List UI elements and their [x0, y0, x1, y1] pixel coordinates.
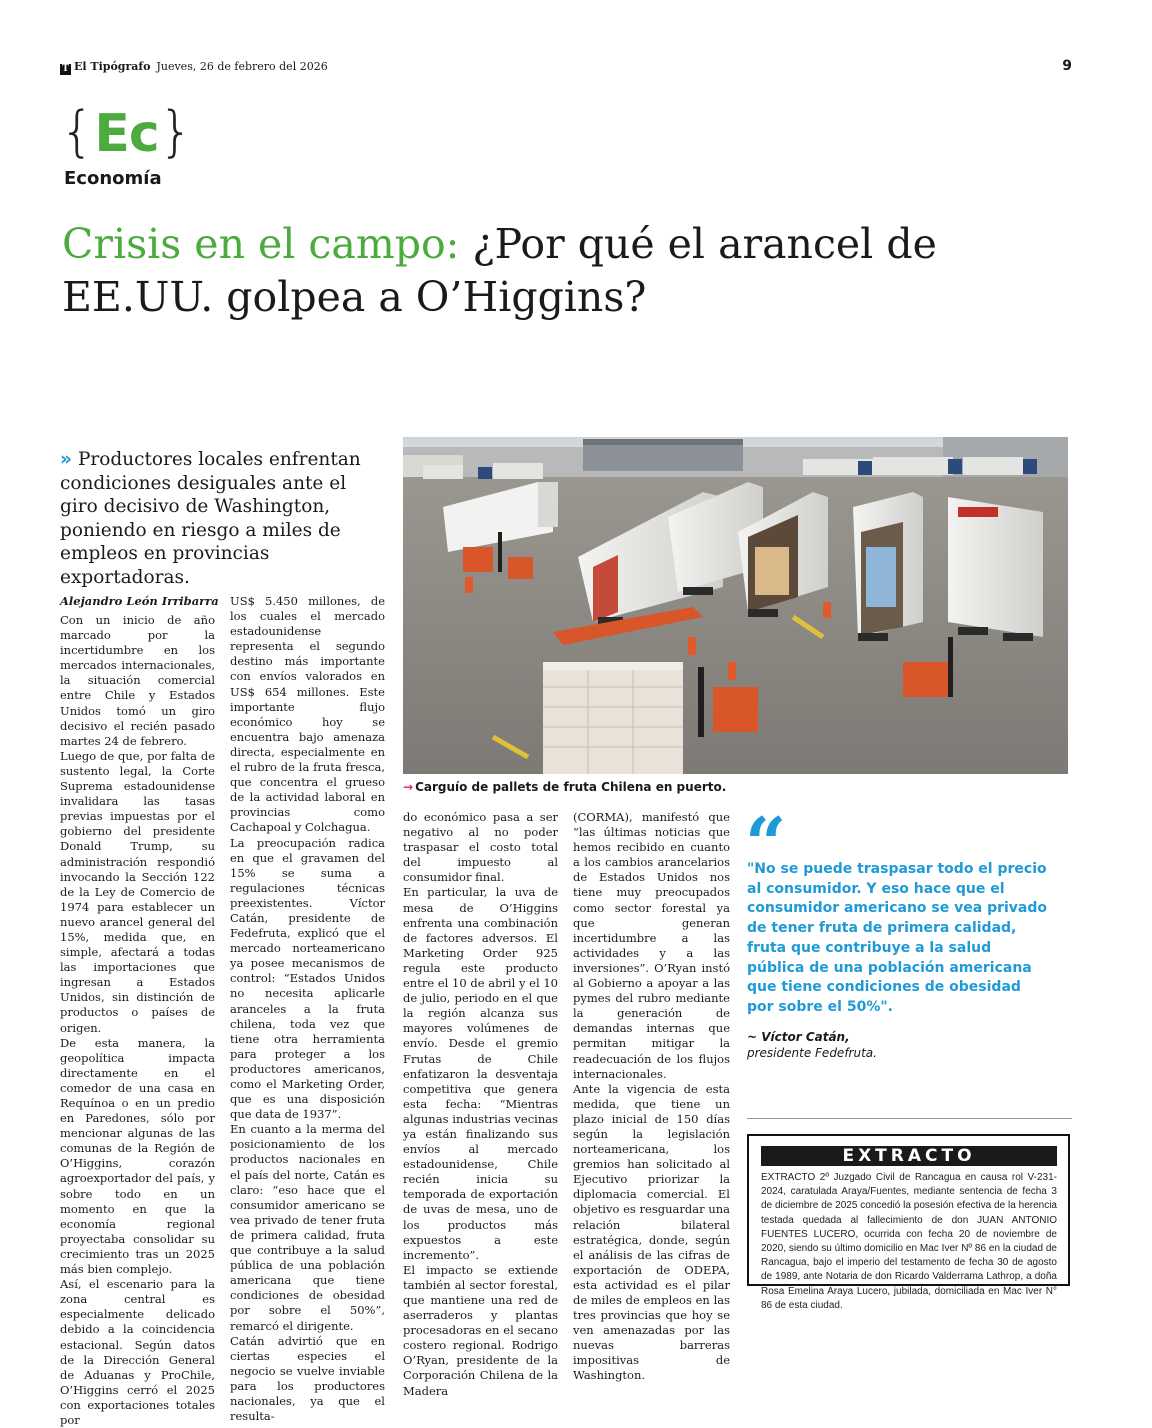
brace-open-icon: { — [60, 100, 95, 163]
truck-yard-photo-illustration — [403, 437, 1068, 774]
headline-main: ¿Por qué el arancel de EE.UU. golpea a O’Higgins? — [62, 220, 937, 321]
newspaper-logo-icon: T — [60, 64, 71, 75]
brace-close-icon: } — [158, 100, 194, 163]
paragraph: Con un inicio de año marcado por la incertidumbre en los mercados internacionales, la situación comercial entre Chile y Estados Unidos tomó un giro decisivo el recién pasado martes 24 de febrero. — [60, 613, 215, 748]
section-name: Economía — [64, 168, 162, 189]
quote-mark-icon: “ — [745, 801, 787, 886]
section-code: Ec — [94, 104, 159, 164]
section-badge — [60, 100, 194, 164]
headline-kicker: Crisis en el campo: — [62, 220, 460, 268]
extracto-notice — [747, 1134, 1070, 1311]
body-column-1 — [60, 613, 215, 1427]
body-column-3 — [403, 810, 558, 1398]
masthead — [60, 60, 328, 75]
issue-date: Jueves, 26 de febrero del 2026 — [156, 60, 328, 73]
paragraph: De esta manera, la geopolítica impacta directamente en el comedor de una casa en Requínoa o en un predio en Paredones, sólo por mencionar algunas de las comunas de la Región de O’Higgins, corazón agroexportador del país, y sobre todo en un momento en que la economía regional proyectaba consolidar su crecimiento tras un 2025 más bien complejo. — [60, 1035, 215, 1277]
body-column-4 — [573, 810, 730, 1383]
paragraph: En particular, la uva de mesa de O’Higgins enfrenta una combinación de factores adversos. El Marketing Order 925 regula este producto entre el 10 de abril y el 10 de julio, periodo en el que la región alcanza sus mayores volúmenes de envío. Desde el gremio Frutas de Chile enfatizaron la desventaja competitiva que genera esta fecha: “Mientras algunas industrias vecinas ya están finalizando sus envíos al mercado estadounidense, Chile recién inicia su temporada de exportación de uvas de mesa, uno de los productos más expuestos a este incremento”. — [403, 885, 558, 1262]
paragraph: Luego de que, por falta de sustento legal, la Corte Suprema estadounidense invalidara las tasas previas impuestas por el gobierno del presidente Donald Trump, su administración respondió invocando la Sección 122 de la Ley de Comercio de 1974 para establecer un nuevo arancel general del 15%, medida que, en simple, afectará a todas las importaciones que ingresan a Estados Unidos, sin distinción de productos o países de origen. — [60, 748, 215, 1035]
article-photo — [403, 437, 1068, 774]
paragraph: Catán advirtió que en ciertas especies el negocio se vuelve inviable para los productores nacionales, ya que el resulta- — [230, 1333, 385, 1424]
caption-arrow-icon: → — [403, 780, 414, 794]
deck — [60, 448, 380, 589]
byline: Alejandro León Irribarra — [60, 594, 219, 608]
body-column-2 — [230, 594, 385, 1424]
pull-quote-role: presidente Fedefruta. — [747, 1046, 877, 1060]
page-number: 9 — [1062, 58, 1072, 74]
newspaper-name: El Tipógrafo — [74, 60, 151, 73]
deck-text: Productores locales enfrentan condiciones desiguales ante el giro decisivo de Washington, poniendo en riesgo a miles de empleos en provincias exportadoras. — [60, 449, 361, 588]
photo-caption — [403, 780, 726, 794]
photo-caption-text: Carguío de pallets de fruta Chilena en puerto. — [415, 780, 727, 794]
paragraph: En cuanto a la merma del posicionamiento de los productos nacionales en el país del norte, Catán es claro: “eso hace que el consumidor americano se vea privado de tener fruta de primera calidad, fruta que contribuye a la salud pública de una población americana que tiene condiciones de obesidad por sobre el 50%”, remarcó el dirigente. — [230, 1122, 385, 1333]
divider — [747, 1118, 1072, 1119]
extracto-title: EXTRACTO — [761, 1146, 1057, 1166]
paragraph: La preocupación radica en que el gravamen del 15% se suma a regulaciones técnicas preexistentes. Víctor Catán, presidente de Fedefruta, explicó que el mercado norteamericano ya posee mecanismos de control: “Estados Unidos no necesita aplicarle aranceles a la fruta chilena, toda vez que tiene otra herramienta para proteger a los productores americanos, como el Marketing Order, que es una disposición que data de 1937”. — [230, 835, 385, 1122]
pull-quote-text: "No se puede traspasar todo el precio al consumidor. Y eso hace que el consumidor americano se vea privado de tener fruta de primera calidad, fruta que contribuye a la salud pública de una población americana que tiene condiciones de obesidad por sobre el 50%". — [747, 861, 1048, 1015]
deck-arrow-icon: » — [60, 449, 72, 470]
headline — [62, 218, 1072, 324]
paragraph: Así, el escenario para la zona central es especialmente delicado debido a la coincidencia estacional. Según datos de la Dirección General de Aduanas y ProChile, O’Higgins cerró el 2025 con exportaciones totales por — [60, 1277, 215, 1427]
paragraph: (CORMA), manifestó que “las últimas noticias que hemos recibido en cuanto a los cambios arancelarios de Estados Unidos nos tiene muy preocupados como sector forestal ya que generan incertidumbre a las actividades y a las inversiones”. O’Ryan instó al Gobierno a apoyar a las pymes del rubro mediante la generación de demandas internas que permitan mitigar la readecuación de los flujos internacionales. — [573, 810, 730, 1081]
pull-quote-author: ~ Víctor Catán, — [747, 1030, 850, 1044]
paragraph: Ante la vigencia de esta medida, que tiene un plazo inicial de 150 días según la legislación norteamericana, los gremios han solicitado al Ejecutivo priorizar la diplomacia comercial. El objetivo es resguardar una relación bilateral estratégica, donde, según el análisis de las cifras de exportación de ODEPA, esta actividad es el pilar de miles de empleos en las tres provincias que hoy se ven amenazadas por las nuevas barreras impositivas de Washington. — [573, 1081, 730, 1383]
extracto-body: EXTRACTO 2º Juzgado Civil de Rancagua en causa rol V-231-2024, caratulada Araya/Fuentes, mediante sentencia de fecha 3 de diciembre de 2025 concedió la posesión efectiva de la herencia testada quedada al fallecimiento de don JUAN ANTONIO FUENTES LUCERO, ocurrida con fecha 20 de noviembre de 2020, siendo su último domicilio en Mac Iver Nº 86 en la ciudad de Rancagua, bajo el imperio del testamento de fecha 30 de agosto de 1989, ante Notaria de don Ricardo Valderrama Lathrop, a doña Rosa Emelina Araya Lucero, jubilada, domiciliada en Mac Iver N° 86 de esta ciudad. — [761, 1172, 1057, 1311]
paragraph: US$ 5.450 millones, de los cuales el mercado estadounidense representa el segundo destino más importante con envíos valorados en US$ 654 millones. Este importante flujo económico hoy se encuentra bajo amenaza directa, especialmente en el rubro de la fruta fresca, que concentra el grueso de la actividad laboral en provincias como Cachapoal y Colchagua. — [230, 594, 385, 835]
paragraph: El impacto se extiende también al sector forestal, que mantiene una red de aserraderos y plantas procesadoras en el secano costero regional. Rodrigo O’Ryan, presidente de la Corporación Chilena de la Madera — [403, 1262, 558, 1398]
paragraph: do económico pasa a ser negativo al no poder traspasar el costo total del impuesto al consumidor final. — [403, 810, 558, 885]
